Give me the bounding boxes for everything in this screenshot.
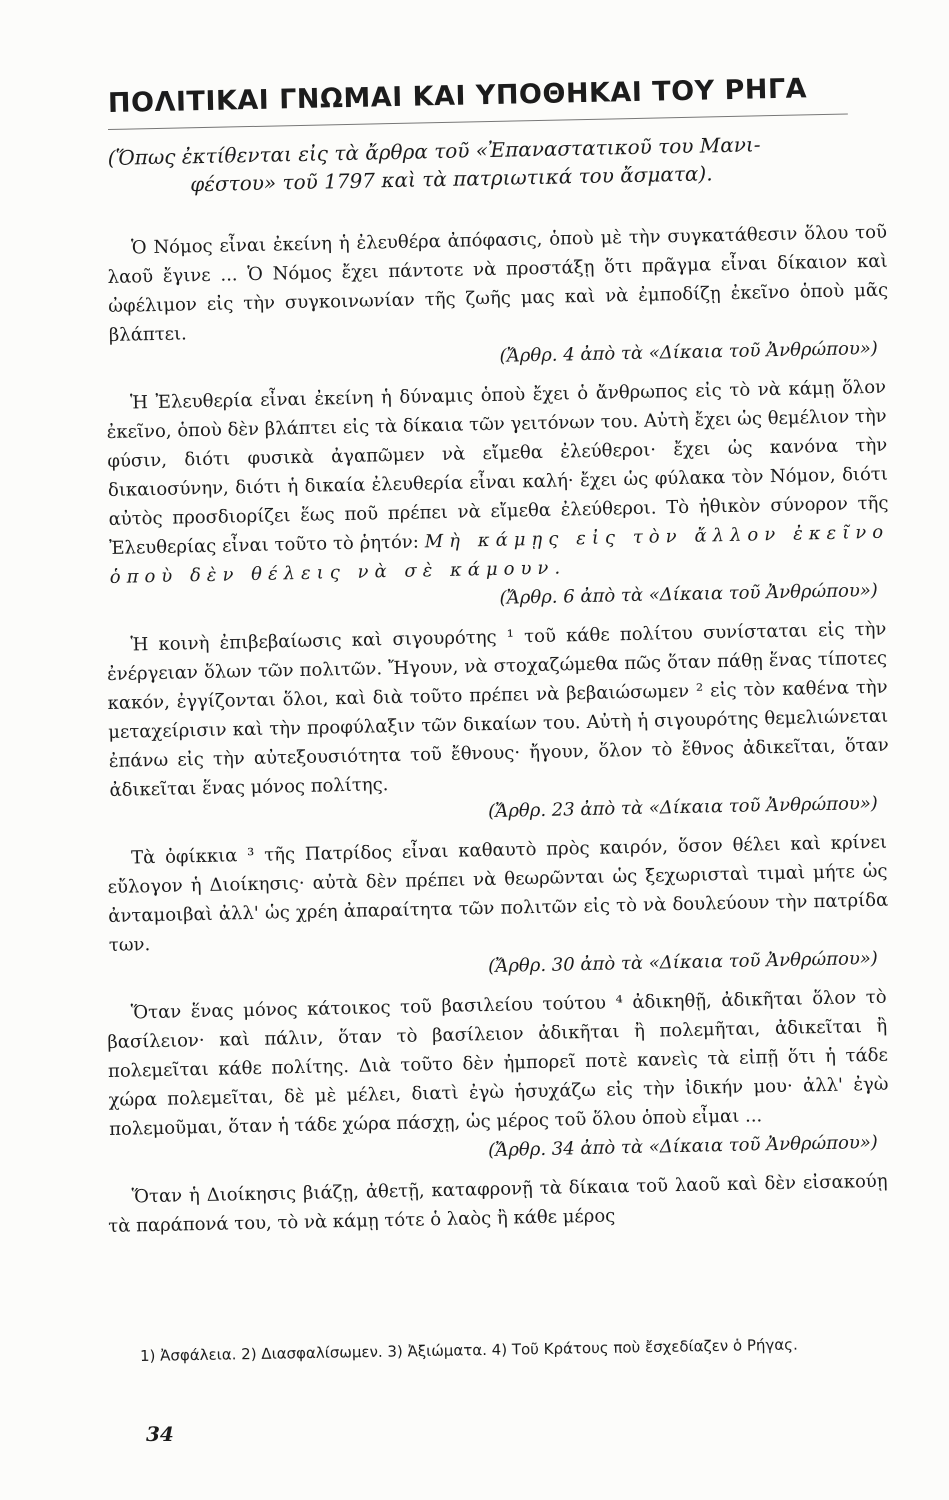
page-title: ΠΟΛΙΤΙΚΑΙ ΓΝΩΜΑΙ ΚΑΙ ΥΠΟΘΗΚΑΙ ΤΟΥ ΡΗΓΑ [107, 73, 808, 119]
source-article-23: (Ἄρθρ. 23 ἀπὸ τὰ «Δίκαια τοῦ Ἀνθρώπου») [487, 792, 879, 823]
paragraph-liberty [106, 373, 890, 592]
subtitle-line-1: (Ὅπως ἐκτίθενται εἰς τὰ ἄρθρα τοῦ «Ἐπαναστατικοῦ του Μανι- [107, 132, 761, 171]
paragraph-liberty-maxim: Μὴ κάμῃς εἰς τὸν ἄλλον ἐκεῖνο ὁποὺ δὲν θέλεις νὰ σὲ κάμουν. [109, 521, 890, 588]
source-article-34: (Ἄρθρ. 34 ἀπὸ τὰ «Δίκαια τοῦ Ἀνθρώπου») [487, 1131, 879, 1162]
page-content [106, 73, 890, 1241]
source-article-6: (Ἄρθρ. 6 ἀπὸ τὰ «Δίκαια τοῦ Ἀνθρώπου») [499, 579, 879, 609]
source-article-30: (Ἄρθρ. 30 ἀπὸ τὰ «Δίκαια τοῦ Ἀνθρώπου») [487, 947, 879, 978]
paragraph-government: Ὅταν ἡ Διοίκησις βιάζῃ, ἀθετῇ, καταφρονῇ τὰ δίκαια τοῦ λαοῦ καὶ δὲν εἰσακούῃ τὰ παράπονά του, τὸ νὰ κάμῃ τότε ὁ λαὸς ἢ κάθε μέρος [108, 1170, 888, 1237]
source-article-4: (Ἄρθρ. 4 ἀπὸ τὰ «Δίκαια τοῦ Ἀνθρώπου») [499, 337, 879, 367]
paragraph-offices: Τὰ ὀφίκκια ³ τῆς Πατρίδος εἶναι καθαυτὸ πρὸς καιρόν, ὅσον θέλει καὶ κρίνει εὔλογον ἡ Διοίκησις· αὐτὰ δὲν πρέπει νὰ θεωρῶνται ὡς ξεχωρισταὶ τιμαὶ μήτε ὡς ἀνταμοιβαὶ ἀλλ' ὡς χρέη ἀπαραίτητα τῶν πολιτῶν εἰς τὸ νὰ δουλεύουν τὴν πατρίδα των. [107, 831, 889, 956]
paragraph-law: Ὁ Νόμος εἶναι ἐκείνη ἡ ἐλευθέρα ἀπόφασις, ὁποὺ μὲ τὴν συγκατάθεσιν ὅλου τοῦ λαοῦ ἔγινε ... Ὁ Νόμος ἔχει πάντοτε νὰ προστάξῃ ὅτι πρᾶγμα εἶναι δίκαιον καὶ ὠφέλιμον εἰς τὴν συγκοινωνίαν τῆς ζωῆς μας καὶ νὰ ἐμποδίζῃ ἐκεῖνο ὁποὺ μᾶς βλάπτει. [107, 221, 889, 346]
subtitle [107, 128, 888, 200]
page-number: 34 [146, 1422, 174, 1446]
paragraph-kingdom: Ὅταν ἕνας μόνος κάτοικος τοῦ βασιλείου τούτου ⁴ ἀδικηθῇ, ἀδικῆται ὅλον τὸ βασίλειον· καὶ πάλιν, ὅταν τὸ βασίλειον ἀδικῆται ἢ πολεμῆται, ἀδικεῖται ἢ πολεμεῖται κάθε πολίτης. Διὰ τοῦτο δὲν ἠμπορεῖ ποτὲ κανεὶς τὰ εἰπῇ ὅτι ἡ τάδε χώρα πολεμεῖται, δὲ μὲ μέλει, διατὶ ἐγὼ ἡσυχάζω εἰς τὴν ἰδικήν μου· ἀλλ' ἐγὼ πολεμοῦμαι, ὅταν ἡ τάδε χώρα πάσχῃ, ὡς μέρος τοῦ ὅλου ὁποὺ εἶμαι ... [107, 986, 889, 1140]
footnotes: 1) Ἀσφάλεια. 2) Διασφαλίσωμεν. 3) Ἀξιώματα. 4) Τοῦ Κράτους ποὺ ἔσχεδίαζεν ὁ Ρήγας. [139, 1335, 798, 1365]
paragraph-liberty-text: Ἡ Ἐλευθερία εἶναι ἐκείνη ἡ δύναμις ὁποὺ ἔχει ὁ ἄνθρωπος εἰς τὸ νὰ κάμῃ ὅλον ἐκεῖνο, ὁποὺ δὲν βλάπτει εἰς τὰ δίκαια τῶν γειτόνων του. Αὐτὴ ἔχει ὡς θεμέλιον τὴν φύσιν, διότι φυσικὰ ἀγαπῶμεν νὰ εἴμεθα ἐλεύθεροι· ἔχει ὡς κανόνα τὴν δικαιοσύνην, διότι ἡ δικαία ἐλευθερία εἶναι καλή· ἔχει ὡς φύλακα τὸν Νόμον, διότι αὐτὸς προσδιορίζει ἕως ποῦ πρέπει νὰ εἴμεθα ἐλεύθεροι. Τὸ ἠθικὸν σύνορον τῆς Ἐλευθερίας εἶναι τοῦτο τὸ ῥητόν: [106, 376, 889, 559]
subtitle-line-2: φέστου» τοῦ 1797 καὶ τὰ πατριωτικά του ἄσματα). [190, 161, 713, 197]
paragraph-security: Ἡ κοινὴ ἐπιβεβαίωσις καὶ σιγουρότης ¹ τοῦ κάθε πολίτου συνίσταται εἰς τὴν ἐνέργειαν ὅλων τῶν πολιτῶν. Ἤγουν, νὰ στοχαζώμεθα πῶς ὅταν πάθῃ ἕνας τίποτες κακόν, ἐγγίζονται ὅλοι, καὶ διὰ τοῦτο πρέπει νὰ βεβαιώσωμεν ² εἰς τὸν καθένα τὴν μεταχείρισιν καὶ τὴν προφύλαξιν τῶν δικαίων του. Αὐτὴ ἡ σιγουρότης θεμελιώνεται ἐπάνω εἰς τὴν αὐτεξουσιότητα τοῦ ἔθνους· ἤγουν, ὅλον τὸ ἔθνος ἀδικεῖται, ὅταν ἀδικεῖται ἕνας μόνος πολίτης. [106, 618, 889, 801]
